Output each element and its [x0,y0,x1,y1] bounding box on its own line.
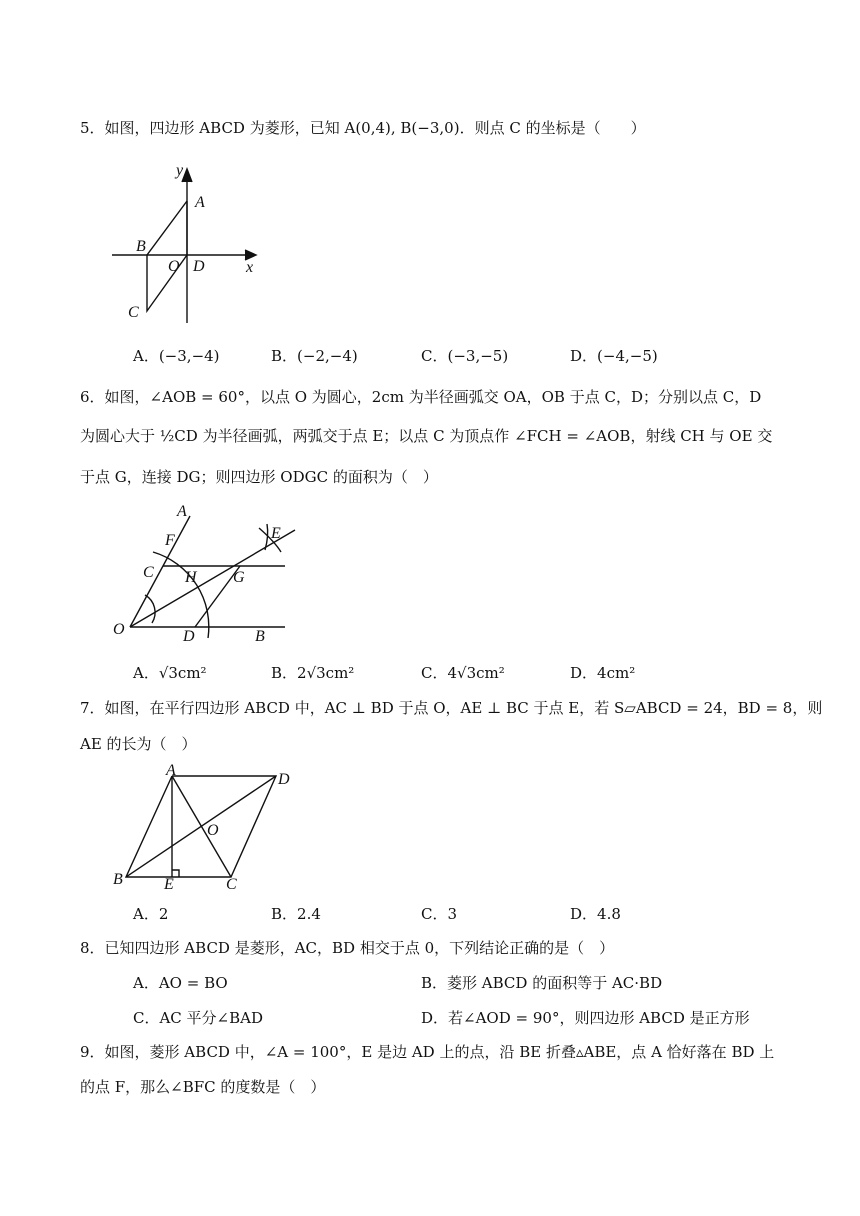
q5-figure [100,155,280,330]
q6-label-g: G [233,569,245,586]
q8-option-b[interactable]: B．菱形 ABCD 的面积等于 AC·BD [421,974,663,992]
q7-label-c: C [226,876,237,893]
q8-stem: 8．已知四边形 ABCD 是菱形，AC，BD 相交于点 0，下列结论正确的是（ ） [80,939,615,957]
q7-label-a: A [166,762,176,779]
q5-label-d: D [193,258,205,275]
q6-label-e: E [271,525,281,542]
q7-stem-line-1: 7．如图，在平行四边形 ABCD 中，AC ⊥ BD 于点 O，AE ⊥ BC 于点 E，若 S▱ABCD = 24，BD = 8，则 [80,699,823,717]
q9-stem-line-1: 9．如图，菱形 ABCD 中，∠A = 100°，E 是边 AD 上的点，沿 BE 折叠▵ABE，点 A 恰好落在 BD 上 [80,1043,775,1061]
q5-label-x: x [246,259,254,276]
q8-option-c[interactable]: C．AC 平分∠BAD [133,1009,264,1027]
q6-label-d: D [183,628,195,645]
q6-stem-line-1: 6．如图，∠AOB = 60°，以点 O 为圆心，2cm 为半径画弧交 OA，OB 于点 C，D；分别以点 C，D [80,388,762,406]
q6-option-d[interactable]: D．4cm² [570,664,636,682]
q6-option-b[interactable]: B．2√3cm² [271,664,355,682]
q5-option-a[interactable]: A．(−3,−4) [133,347,220,365]
q6-label-b: B [255,628,265,645]
q5-label-b: B [136,238,146,255]
q6-label-c: C [143,564,154,581]
q6-option-c[interactable]: C．4√3cm² [421,664,505,682]
q7-label-b: B [113,871,123,888]
q6-label-a: A [177,503,187,520]
q7-label-o: O [207,822,219,839]
q7-label-d: D [278,771,290,788]
q6-option-a[interactable]: A．√3cm² [133,664,207,682]
q9-stem-line-2: 的点 F，那么∠BFC 的度数是（ ） [80,1078,326,1096]
q8-option-a[interactable]: A．AO = BO [133,974,228,992]
q7-options [133,903,783,927]
q8-options-row-1 [133,972,783,996]
q7-label-e: E [164,876,174,893]
q7-option-d[interactable]: D．4.8 [570,905,621,923]
q7-figure [108,762,298,892]
q5-label-y: y [176,162,184,179]
q7-option-a[interactable]: A．2 [133,905,169,923]
q6-stem-line-3: 于点 G，连接 DG；则四边形 ODGC 的面积为（ ） [80,468,438,486]
q6-label-f: F [165,532,175,549]
q7-option-b[interactable]: B．2.4 [271,905,321,923]
q5-stem: 5．如图，四边形 ABCD 为菱形，已知 A(0,4), B(−3,0)．则点 C 的坐标是（ ） [80,119,646,137]
q8-options-row-2 [133,1007,783,1031]
q7-option-c[interactable]: C．3 [421,905,458,923]
q6-stem-line-2: 为圆心大于 ½CD 为半径画弧，两弧交于点 E；以点 C 为顶点作 ∠FCH = ∠AOB，射线 CH 与 OE 交 [80,427,773,445]
q6-label-h: H [185,569,197,586]
q5-option-c[interactable]: C．(−3,−5) [421,347,509,365]
q5-option-b[interactable]: B．(−2,−4) [271,347,358,365]
q5-label-a: A [195,194,205,211]
q6-label-o: O [113,621,125,638]
q6-figure [105,500,305,648]
q7-stem-line-2: AE 的长为（ ） [80,735,197,753]
q5-label-c: C [128,304,139,321]
q5-label-o: O [168,258,180,275]
q6-options [133,662,783,686]
q8-option-d[interactable]: D．若∠AOD = 90°，则四边形 ABCD 是正方形 [421,1009,750,1027]
q5-options [133,345,783,369]
q5-option-d[interactable]: D．(−4,−5) [570,347,658,365]
